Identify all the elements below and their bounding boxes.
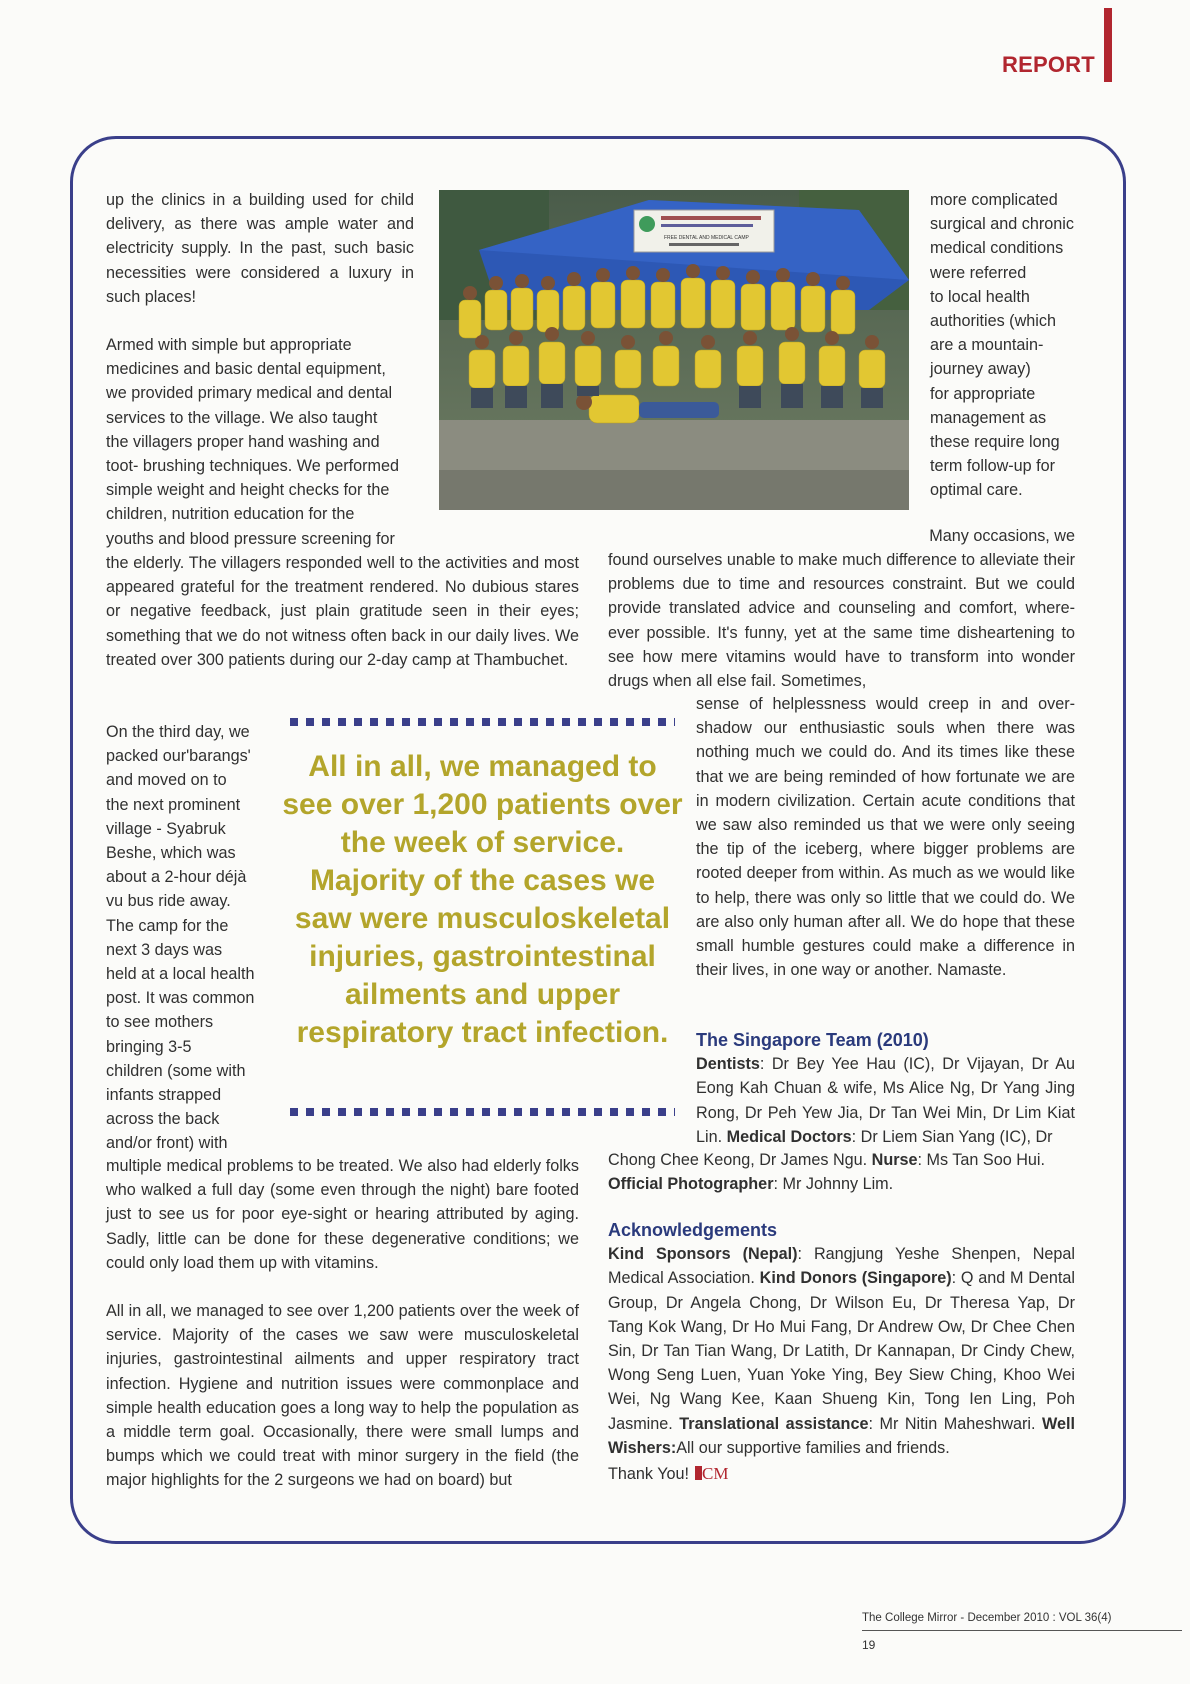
left-line: the next prominent xyxy=(106,795,241,814)
banner-text: FREE DENTAL AND MEDICAL CAMP xyxy=(664,235,749,241)
page-number: 19 xyxy=(862,1638,876,1652)
dentists-text: : Dr Bey Yee Hau (IC), Dr Vijayan, Dr Au Eong Kah Chuan & wife, Ms Alice Ng, Dr Yang Jing Rong, Dr Peh Yew Jia, Dr Tan Wei Min, Dr Lim Kiat Lin. xyxy=(696,1055,1075,1146)
right-para-2: found ourselves unable to make much difference to alleviate their problems due to time and resources constraint. But we could provide translated advice and counseling and comfort, where-ever possible. It's funny, yet at the same time disheartening to see how mere vitamins would have to transform into wonder drugs when all else fail. Sometimes, xyxy=(608,551,1075,691)
right-line: surgical and chronic xyxy=(930,215,1074,234)
right-para-2-first: Many occasions, we xyxy=(929,527,1075,545)
left-line: about a 2-hour déjà xyxy=(106,868,247,887)
left-para-2-top xyxy=(106,333,414,551)
translation-text: : Mr Nitin Maheshwari. xyxy=(868,1414,1043,1433)
left-line: infants strapped xyxy=(106,1086,222,1105)
acknowledgements-section xyxy=(608,1218,1075,1486)
acknowledgements-heading: Acknowledgements xyxy=(608,1220,778,1240)
left-line: and moved on to xyxy=(106,771,227,790)
doctors-text-a: : Dr Liem Sian Yang (IC), Dr xyxy=(851,1127,1053,1146)
right-para-1-narrow xyxy=(930,188,1075,503)
left-line: Beshe, which was xyxy=(106,844,236,863)
right-line: to local health xyxy=(930,287,1030,306)
doctors-label: Medical Doctors xyxy=(726,1127,852,1146)
left-line: medicines and basic dental equipment, xyxy=(106,360,386,379)
nurse-text: : Ms Tan Soo Hui. xyxy=(917,1151,1045,1169)
thanks-text: Thank You! xyxy=(608,1465,690,1484)
right-para-2-narrow: sense of helplessness would creep in and over-shadow our enthusiastic souls when there was nothing much we could do. And its times like these that we are being reminded of how fortunate we are in modern civilization. Certain acute conditions that we saw also reminded us that we were only seeing the tip of the iceberg, where bigger problems are rooted deeper from within. As much as we would like to help, there was only so little that we could do. We are also only human after all. We do hope that these small humble gestures could make a difference in their lives, in one way or another. Namaste. xyxy=(696,695,1075,980)
dentists-label: Dentists xyxy=(696,1055,760,1074)
left-line: across the back xyxy=(106,1110,220,1129)
left-line: services to the village. We also taught xyxy=(106,408,378,427)
cm-signoff: CM xyxy=(702,1464,729,1484)
left-para-1: up the clinics in a building used for child delivery, as there was ample water and electricity supply. In the past, such basic necessities were considered a luxury in such places! xyxy=(106,191,414,306)
left-line: and/or front) with xyxy=(106,1134,228,1153)
right-line: more complicated xyxy=(930,191,1058,209)
left-line: children, nutrition education for the xyxy=(106,505,355,524)
quote-divider-top xyxy=(290,718,675,726)
left-line: bringing 3-5 xyxy=(106,1037,192,1056)
right-line: these require long xyxy=(930,433,1060,452)
group-photo-illustration xyxy=(439,190,909,510)
left-line: the villagers proper hand washing and xyxy=(106,432,380,451)
right-line: were referred xyxy=(930,263,1027,282)
left-para-4: All in all, we managed to see over 1,200 patients over the week of service. Majority of the cases we saw were musculoskeletal injuries, gastrointestinal ailments and upper respiratory tract infection. Hygiene and nutrition issues were commonplace and simple health education goes a long way to help the population as a middle term goal. Occasionally, there were small lumps and bumps which we could treat with minor surgery in the field (the major highlights for the 2 surgeons we had on board) but xyxy=(106,1302,579,1490)
publication-footer: The College Mirror - December 2010 : VOL 36(4) xyxy=(862,1612,1112,1624)
donors-label: Kind Donors (Singapore) xyxy=(759,1269,952,1288)
doctors-text-b: Chong Chee Keong, Dr James Ngu. xyxy=(608,1151,872,1169)
wishers-text: All our supportive families and friends. xyxy=(676,1438,950,1457)
left-line: simple weight and height checks for the xyxy=(106,481,390,500)
left-line: toot- brushing techniques. We performed xyxy=(106,457,400,476)
left-line: youths and blood pressure screening for xyxy=(106,529,395,548)
left-line: children (some with xyxy=(106,1061,246,1080)
right-line: optimal care. xyxy=(930,481,1023,500)
left-para-2-bottom: the elderly. The villagers responded well to the activities and most appeared grateful for the treatment rendered. No dubious stares or negative feedback, just plain gratitude seen in their eyes; something that we do not witness often back in our daily lives. We treated over 300 patients during our 2-day camp at Thambuchet. xyxy=(106,554,579,669)
translation-label: Translational assistance xyxy=(679,1414,869,1433)
right-line: management as xyxy=(930,408,1047,427)
right-line: are a mountain- xyxy=(930,336,1044,355)
group-photo xyxy=(439,190,909,510)
left-para-3-bottom: multiple medical problems to be treated. We also had elderly folks who walked a full day (some even through the night) bare footed just to see us for poor eye-sight or hearing attributed by aging. Sadly, little can be done for these degenerative conditions; we could only load them up with vitamins. xyxy=(106,1157,579,1272)
left-line: vu bus ride away. xyxy=(106,892,231,911)
right-line: term follow-up for xyxy=(930,457,1056,476)
sponsors-text: : Rangjung Yeshe Shenpen, Nepal Medical Association. xyxy=(608,1245,1075,1288)
quote-divider-bottom xyxy=(290,1108,675,1116)
right-line: authorities (which xyxy=(930,312,1056,331)
team-section-wide xyxy=(608,1148,1075,1196)
left-line: packed our'barangs' xyxy=(106,747,251,766)
section-accent-bar xyxy=(1104,8,1112,82)
cm-marker xyxy=(695,1466,702,1480)
team-section xyxy=(696,1028,1075,1149)
left-line: next 3 days was xyxy=(106,940,223,959)
donors-text: : Q and M Dental Group, Dr Angela Chong, Dr Wilson Eu, Dr Theresa Yap, Dr Tang Kok Wang, Dr Ho Mui Fang, Dr Andrew Ow, Dr Chee Chen Sin, Dr Tan Tian Wang, Dr Latith, Dr Kannapan, Dr Cindy Chew, Wong Seng Luen, Yuan Yoke Ying, Bey Siew Ching, Khoo Wei Wei, Ng Wang Kee, Kaan Shueng Kin, Tong Ien Ling, Poh Jasmine. xyxy=(608,1269,1075,1433)
left-line: to see mothers xyxy=(106,1013,214,1032)
right-line: journey away) xyxy=(930,360,1031,379)
nurse-label: Nurse xyxy=(871,1151,918,1169)
left-line: post. It was common xyxy=(106,989,255,1008)
wishers-label: Well Wishers: xyxy=(608,1414,1075,1457)
left-line: On the third day, we xyxy=(106,723,250,741)
left-line: held at a local health xyxy=(106,965,255,984)
left-line: Armed with simple but appropriate xyxy=(106,336,352,354)
left-line: we provided primary medical and dental xyxy=(106,384,393,403)
sponsors-label: Kind Sponsors (Nepal) xyxy=(608,1245,798,1264)
footer-rule xyxy=(862,1630,1182,1631)
left-para-3-narrow xyxy=(106,720,260,1156)
photographer-text: : Mr Johnny Lim. xyxy=(773,1175,894,1194)
team-heading: The Singapore Team (2010) xyxy=(696,1030,929,1050)
right-line: for appropriate xyxy=(930,384,1036,403)
pull-quote: All in all, we managed to see over 1,200 patients over the week of service. Majority of the cases we saw were musculoskeletal injuries, gastrointestinal ailments and upper respiratory tract infection. xyxy=(282,750,683,1049)
right-line: medical conditions xyxy=(930,239,1064,258)
left-line: The camp for the xyxy=(106,916,229,935)
section-label: REPORT xyxy=(1002,52,1095,77)
left-line: village - Syabruk xyxy=(106,819,226,838)
photographer-label: Official Photographer xyxy=(608,1175,774,1194)
